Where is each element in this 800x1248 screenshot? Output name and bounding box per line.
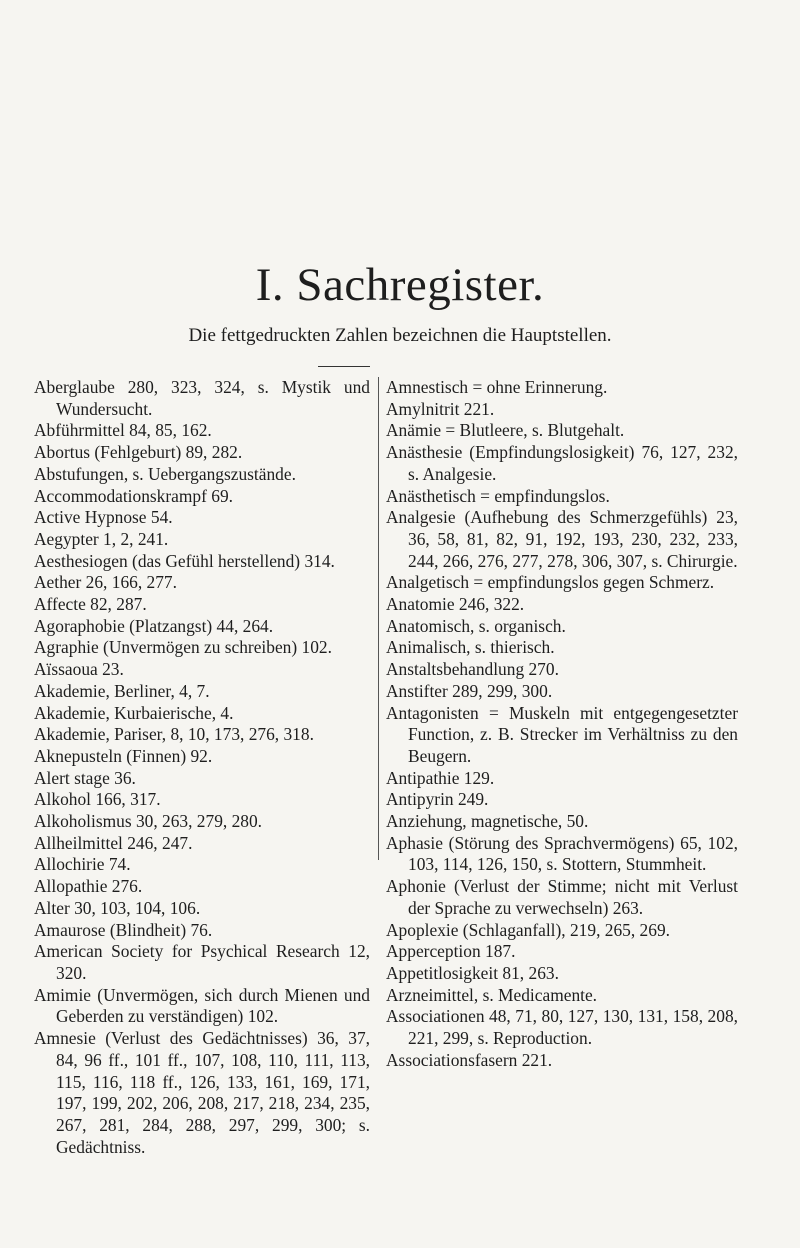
index-entry: Abortus (Fehlgeburt) 89, 282. (34, 442, 243, 463)
heading-rule (318, 366, 370, 367)
index-entry: Associationen 48, 71, 80, 127, 130, 131, 158, 208, 221, 299, s. Reproduction. (386, 1006, 738, 1049)
index-entry: Apoplexie (Schlaganfall), 219, 265, 269. (386, 919, 670, 940)
index-entry: Anästhesie (Empfindungslosigkeit) 76, 127, 232, s. Analgesie. (386, 442, 738, 484)
column-divider (378, 377, 379, 860)
index-entry: Allopathie 276. (34, 876, 143, 897)
index-entry: Alkoholismus 30, 263, 279, 280. (34, 811, 263, 832)
index-entry: Anstaltsbehandlung 270. (386, 659, 559, 680)
index-entry: Amnestisch = ohne Erinnerung. (386, 377, 608, 397)
index-entry: Akademie, Pariser, 8, 10, 173, 276, 318. (34, 724, 314, 745)
index-entry: Affecte 82, 287. (34, 594, 147, 615)
index-entry: Antagonisten = Muskeln mit entgegengesetzter Function, z. B. Strecker im Verhältniss zu den Beugern. (386, 702, 738, 766)
index-entry: Aknepusteln (Finnen) 92. (34, 745, 213, 766)
index-entry: Alter 30, 103, 104, 106. (34, 897, 201, 918)
index-entry: Amylnitrit 221. (386, 398, 495, 419)
index-entry: Analgesie (Aufhebung des Schmerzgefühls) 23, 36, 58, 81, 82, 91, 192, 193, 230, 232, 233, 244, 266, 276, 277, 278, 306, 307, s. Chirurgie. (386, 507, 738, 571)
index-entry: Aphonie (Verlust der Stimme; nicht mit Verlust der Sprache zu verwechseln) 263. (386, 876, 738, 918)
index-entry: Active Hypnose 54. (34, 507, 173, 528)
index-entry: Antipathie 129. (386, 767, 495, 788)
index-entry: Arzneimittel, s. Medicamente. (386, 984, 598, 1005)
index-entry: Aegypter 1, 2, 241. (34, 528, 169, 549)
index-entry: Aïssaoua 23. (34, 659, 124, 680)
index-entry: Amaurose (Blindheit) 76. (34, 919, 213, 940)
index-entry: American Society for Psychical Research 12, 320. (34, 941, 370, 983)
index-entry: Amimie (Unvermögen, sich durch Mienen und Geberden zu verständigen) 102. (34, 984, 370, 1027)
index-entry: Amnesie (Verlust des Gedächtnisses) 36, 37, 84, 96 ff., 101 ff., 107, 108, 110, 111, 113, 115, 116, 118 ff., 126, 133, 161, 169, 171, 197, 199, 202, 206, 208, 217, 218, 234, 235, 267, 281, 284, 288, 297, 299, 300; s. Gedächtniss. (34, 1028, 370, 1157)
index-entry: Alkohol 166, 317. (34, 789, 161, 810)
index-entry: Appetitlosigkeit 81, 263. (386, 962, 559, 983)
index-entry: Aberglaube 280, 323, 324, s. Mystik und Wundersucht. (34, 377, 370, 419)
index-entry: Animalisch, s. thierisch. (386, 637, 555, 658)
index-entry: Allochirie 74. (34, 854, 131, 875)
index-entry: Aether 26, 166, 277. (34, 572, 177, 593)
index-entry: Aesthesiogen (das Gefühl herstellend) 314. (34, 550, 335, 571)
index-entry: Allheilmittel 246, 247. (34, 832, 193, 853)
index-entry: Abführmittel 84, 85, 162. (34, 420, 212, 441)
page-title: I. Sachregister. (255, 259, 545, 311)
index-entry: Anstifter 289, 299, 300. (386, 680, 553, 701)
index-entry: Aphasie (Störung des Sprachvermögens) 65, 102, 103, 114, 126, 150, s. Stottern, Stummheit. (386, 832, 738, 875)
index-entry: Alert stage 36. (34, 767, 136, 788)
index-entry: Abstufungen, s. Uebergangszustände. (34, 463, 296, 484)
index-entry: Accommodationskrampf 69. (34, 485, 233, 506)
page-subtitle: Die fettgedruckten Zahlen bezeichnen die Hauptstellen. (188, 325, 612, 346)
index-entry: Anatomie 246, 322. (386, 594, 525, 615)
index-entry: Anämie = Blutleere, s. Blutgehalt. (386, 420, 625, 441)
index-entry: Anatomisch, s. organisch. (386, 615, 566, 636)
index-entry: Analgetisch = empfindungslos gegen Schmerz. (386, 572, 715, 593)
index-entry: Anziehung, magnetische, 50. (386, 811, 589, 832)
index-entry: Agoraphobie (Platzangst) 44, 264. (34, 615, 274, 636)
index-entry: Antipyrin 249. (386, 789, 489, 810)
index-entry: Agraphie (Unvermögen zu schreiben) 102. (34, 637, 332, 658)
index-entry: Apperception 187. (386, 941, 516, 962)
index-entry: Akademie, Kurbaierische, 4. (34, 702, 234, 723)
index-entry: Anästhetisch = empfindungslos. (386, 485, 610, 506)
index-entry: Akademie, Berliner, 4, 7. (34, 680, 210, 701)
index-column-right (386, 377, 738, 1072)
index-entry: Associationsfasern 221. (386, 1049, 553, 1070)
index-column-left (34, 377, 370, 1158)
